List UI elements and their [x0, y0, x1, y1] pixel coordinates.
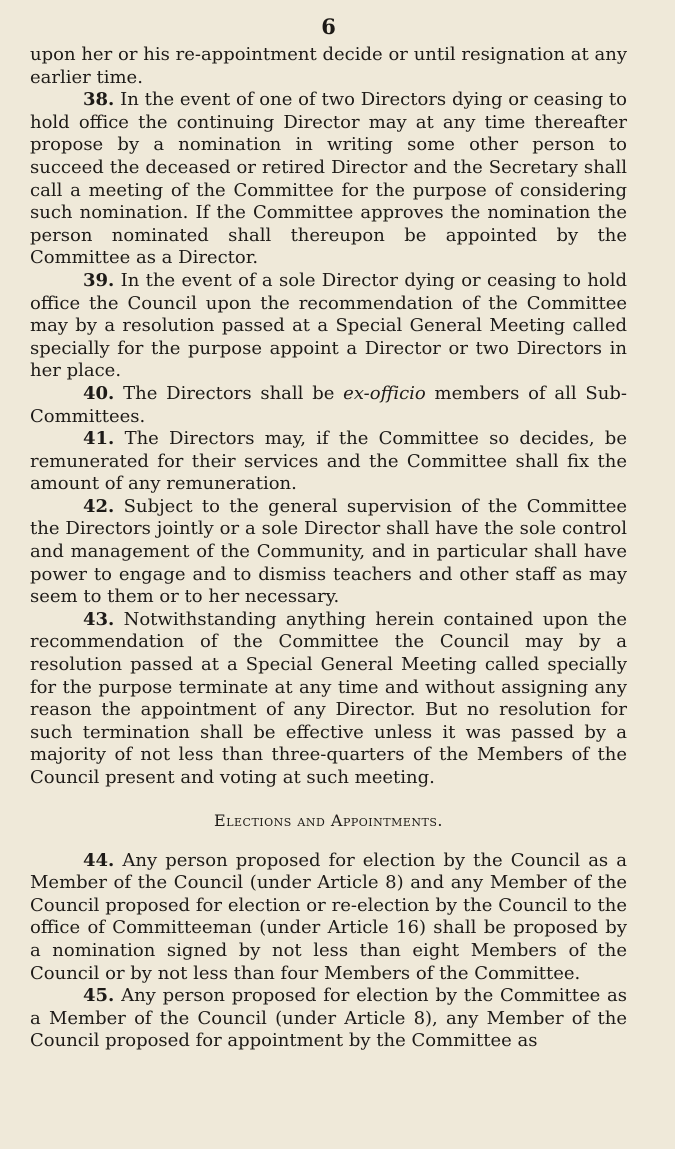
body-text	[30, 44, 627, 1053]
article-number: 44.	[83, 849, 115, 871]
paragraph-text: The Directors shall be	[123, 382, 335, 404]
article-39	[30, 270, 627, 383]
article-number: 40.	[83, 382, 115, 404]
page-number: 6	[321, 14, 336, 39]
article-44	[30, 850, 627, 986]
paragraph-text: members of all Sub-Committees.	[30, 382, 627, 427]
article-number: 41.	[83, 428, 115, 450]
article-40	[30, 383, 627, 428]
italic-term: ex-officio	[343, 382, 426, 404]
paragraph-continuation	[30, 44, 627, 89]
article-number: 45.	[83, 985, 115, 1007]
section-heading: Elections and Appointments.	[214, 810, 443, 830]
article-38	[30, 89, 627, 270]
article-43	[30, 609, 627, 790]
paragraph-text: Any person proposed for election by the Council as a Member of the Council (under Article 8) and any Member of the Council proposed for election or re-election by the Council to the office of Committeeman (under Article 16) shall be proposed by a nomination signed by not less than eight Members of the Council or by not less than four Members of the Committee.	[30, 849, 627, 984]
paragraph-text: In the event of a sole Director dying or ceasing to hold office the Council upon the recommendation of the Committee may by a resolution passed at a Special General Meeting called specially for the purpose appoint a Director or two Directors in her place.	[30, 269, 627, 382]
paragraph-text: upon her or his re-appointment decide or until resignation at any earlier time.	[30, 44, 627, 88]
paragraph-text: In the event of one of two Directors dying or ceasing to hold office the continuing Director may at any time thereafter propose by a nomination in writing some other person to succeed the deceased or retired Director and the Secretary shall call a meeting of the Committee for the purpose of considering such nomination. If the Committee approves the nomination the person nominated shall thereupon be appointed by the Committee as a Director.	[30, 89, 627, 269]
paragraph-text: Subject to the general supervision of the Committee the Directors jointly or a sole Director shall have the sole control and management of the Community, and in particular shall have power to engage and to dismiss teachers and other staff as may seem to them or to her necessary.	[30, 495, 627, 608]
article-45	[30, 985, 627, 1053]
paragraph-text: The Directors may, if the Committee so decides, be remunerated for their services and the Committee shall fix the amount of any remuneration.	[30, 428, 627, 495]
article-42	[30, 496, 627, 609]
article-41	[30, 428, 627, 496]
article-number: 38.	[83, 89, 115, 111]
article-number: 39.	[83, 269, 115, 291]
article-number: 43.	[83, 608, 115, 630]
article-number: 42.	[83, 495, 115, 517]
paragraph-text: Notwithstanding anything herein contained upon the recommendation of the Committee the Council may by a resolution passed at a Special General Meeting called specially for the purpose terminate at any time and without assigning any reason the appointment of any Director. But no resolution for such termination shall be effective unless it was passed by a majority of not less than three-quarters of the Members of the Council present and voting at such meeting.	[30, 608, 627, 788]
paragraph-text: Any person proposed for election by the Committee as a Member of the Council (under Article 8), any Member of the Council proposed for appointment by the Committee as	[30, 985, 627, 1052]
